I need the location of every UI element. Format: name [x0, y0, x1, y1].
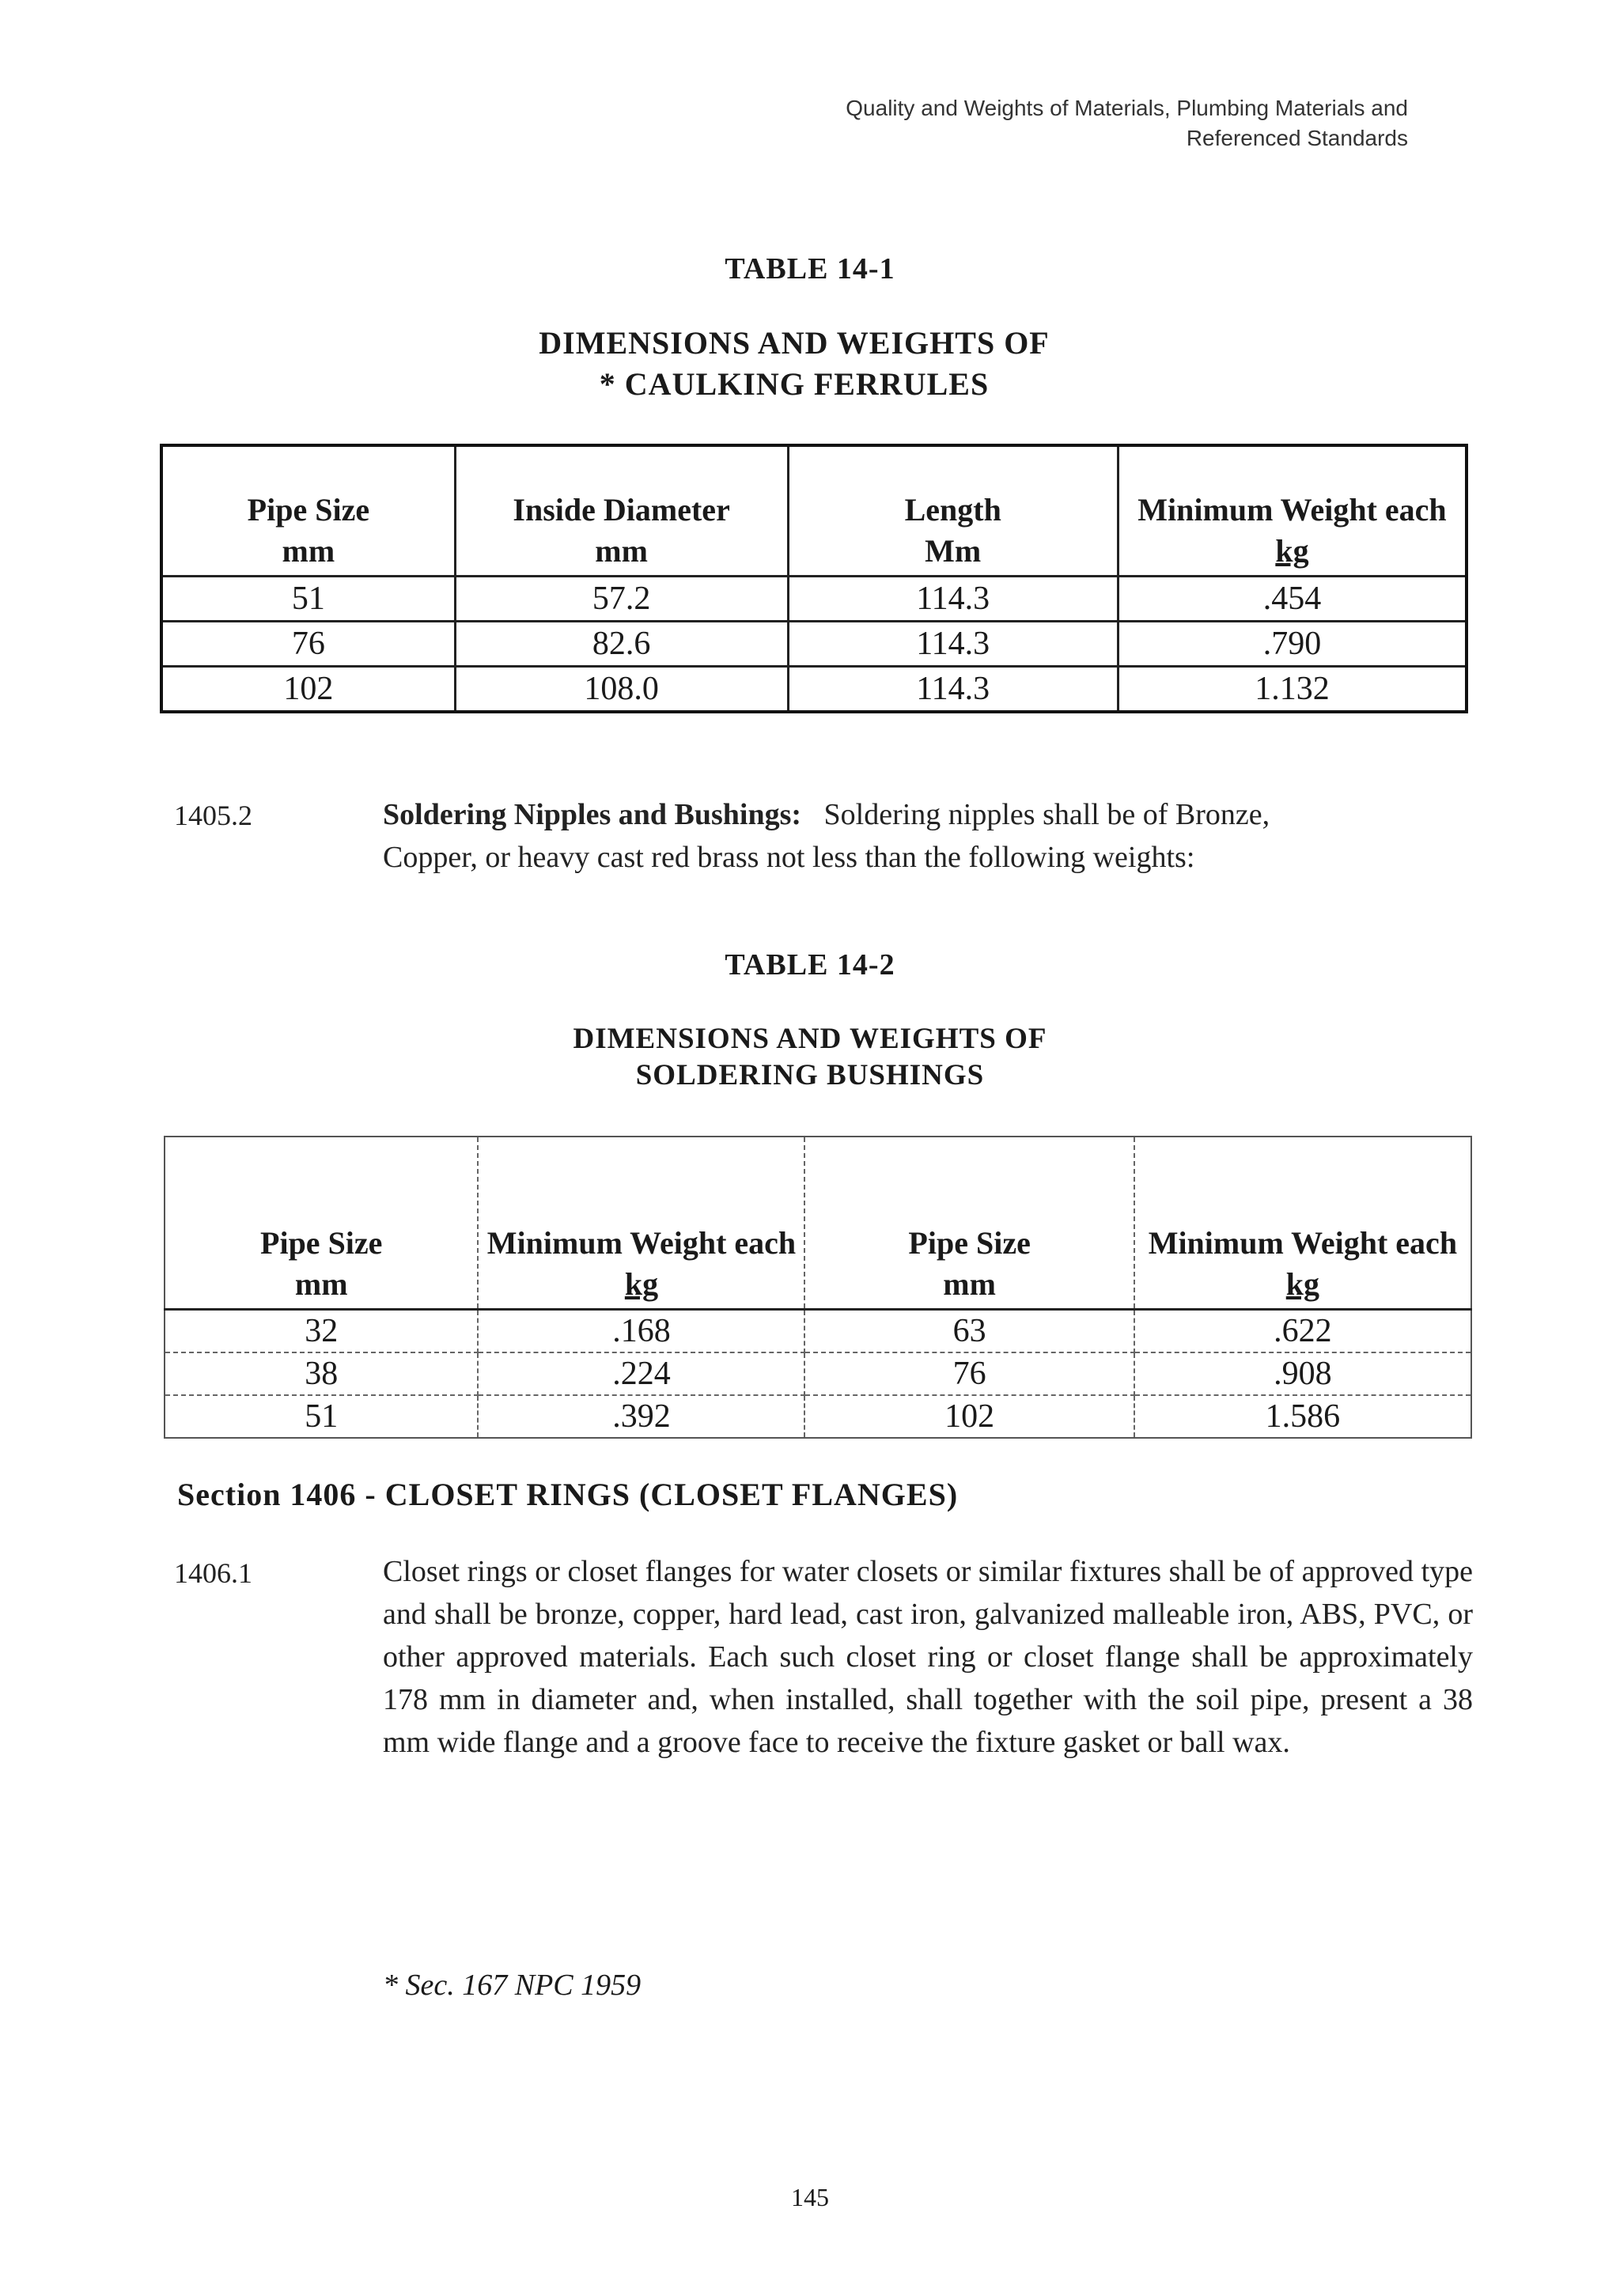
table-header-row: [161, 445, 1467, 577]
table-cell: 76: [804, 1352, 1134, 1395]
table-cell: .790: [1118, 622, 1467, 667]
table-row: [161, 577, 1467, 622]
running-header-line1: Quality and Weights of Materials, Plumbing Materials and: [846, 96, 1408, 120]
table2-title: TABLE 14-2: [725, 948, 895, 982]
paragraph-number-1405-2: 1405.2: [174, 800, 252, 831]
table-cell: 38: [165, 1352, 478, 1395]
column-header: Minimum Weight each kg: [1118, 445, 1467, 577]
table-cell: .908: [1134, 1352, 1471, 1395]
running-header-line2: Referenced Standards: [1186, 126, 1408, 150]
table2-subtitle-line2: SOLDERING BUSHINGS: [635, 1059, 985, 1091]
table-cell: 82.6: [455, 622, 788, 667]
table-cell: 114.3: [788, 622, 1118, 667]
paragraph-heading: Soldering Nipples and Bushings:: [383, 798, 802, 831]
table-cell: 1.132: [1118, 667, 1467, 713]
column-header: Inside Diameter mm: [455, 445, 788, 577]
paragraph-text-line1: Soldering nipples shall be of Bronze,: [823, 798, 1270, 831]
column-header: Length Mm: [788, 445, 1118, 577]
table1-subtitle-line2: * CAULKING FERRULES: [599, 366, 990, 402]
table-row: [165, 1310, 1471, 1353]
table-cell: 51: [165, 1395, 478, 1438]
table-row: [165, 1352, 1471, 1395]
table-row: [161, 667, 1467, 713]
table-cell: 76: [161, 622, 455, 667]
table-cell: 102: [804, 1395, 1134, 1438]
paragraph-number-1406-1: 1406.1: [174, 1557, 252, 1589]
paragraph-text-line2: Copper, or heavy cast red brass not less than the following weights:: [383, 841, 1195, 874]
table-cell: .224: [478, 1352, 804, 1395]
table-cell: .392: [478, 1395, 804, 1438]
table-header-row: [165, 1137, 1471, 1310]
soldering-bushings-table: [164, 1136, 1472, 1439]
paragraph-1405-2: [383, 793, 1474, 879]
footnote: * Sec. 167 NPC 1959: [383, 1969, 642, 2002]
table-cell: .454: [1118, 577, 1467, 622]
column-header: Minimum Weight each kg: [478, 1137, 804, 1310]
table1-title: TABLE 14-1: [725, 252, 895, 286]
table-cell: 32: [165, 1310, 478, 1353]
table-cell: 1.586: [1134, 1395, 1471, 1438]
table-cell: .168: [478, 1310, 804, 1353]
section-heading: Section 1406 - CLOSET RINGS (CLOSET FLANGES): [177, 1477, 959, 1512]
table-cell: 63: [804, 1310, 1134, 1353]
page-number: 145: [791, 2183, 829, 2211]
table-row: [165, 1395, 1471, 1438]
column-header: Minimum Weight each kg: [1134, 1137, 1471, 1310]
paragraph-1406-1: Closet rings or closet flanges for water closets or similar fixtures shall be of approved type and shall be bronze, copper, hard lead, cast iron, galvanized malleable iron, ABS, PVC, or other approved materials. Each such closet ring or closet flange shall be approximately 178 mm in diameter and, when installed, shall together with the soil pipe, present a 38 mm wide flange and a groove face to receive the fixture gasket or ball wax.: [383, 1555, 1473, 1759]
running-header: [846, 93, 1408, 153]
table-cell: 114.3: [788, 577, 1118, 622]
table-cell: 108.0: [455, 667, 788, 713]
table-row: [161, 622, 1467, 667]
table-cell: 102: [161, 667, 455, 713]
table-cell: .622: [1134, 1310, 1471, 1353]
column-header: Pipe Size mm: [804, 1137, 1134, 1310]
table1-subtitle-line1: DIMENSIONS AND WEIGHTS OF: [539, 325, 1050, 361]
table2-subtitle-line1: DIMENSIONS AND WEIGHTS OF: [573, 1023, 1047, 1055]
caulking-ferrules-table: [160, 444, 1468, 713]
table-cell: 114.3: [788, 667, 1118, 713]
table-cell: 51: [161, 577, 455, 622]
column-header: Pipe Size mm: [165, 1137, 478, 1310]
column-header: Pipe Size mm: [161, 445, 455, 577]
table-cell: 57.2: [455, 577, 788, 622]
